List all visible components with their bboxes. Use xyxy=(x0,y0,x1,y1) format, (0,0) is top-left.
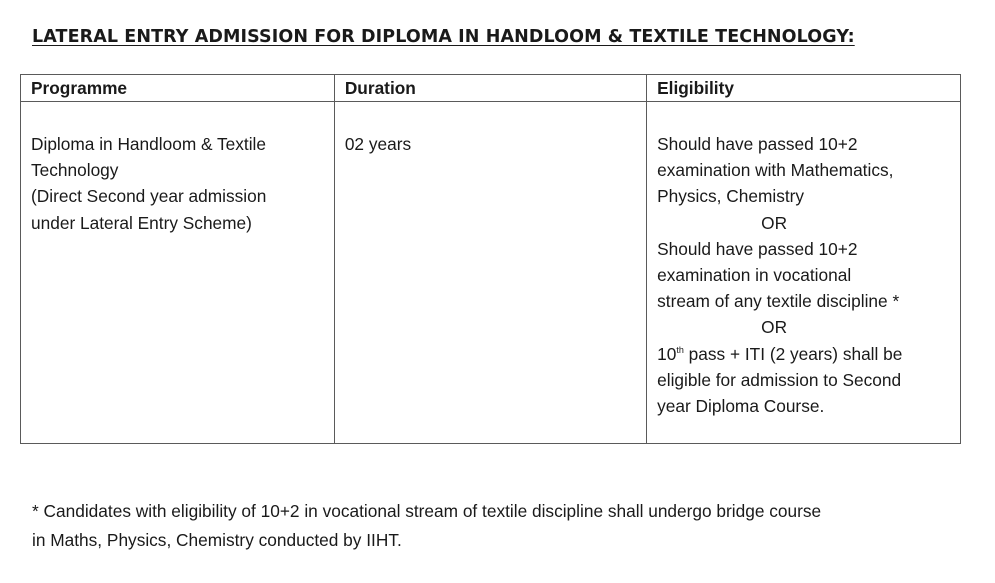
ordinal-number: 10 xyxy=(657,343,677,364)
ordinal-suffix: th xyxy=(676,344,684,355)
programme-line: Diploma in Handloom & Textile xyxy=(31,134,267,154)
or-separator: OR xyxy=(761,212,788,233)
footnote-line: * Candidates with eligibility of 10+2 in vocational stream of textile discipline shall undergo bridge course xyxy=(32,501,822,521)
programme-cell xyxy=(21,102,335,444)
table-row xyxy=(21,102,961,444)
eligibility-line: Should have passed 10+2 xyxy=(657,238,858,259)
footnote-line: in Maths, Physics, Chemistry conducted by IIHT. xyxy=(32,530,402,550)
eligibility-line: Should have passed 10+2 xyxy=(657,134,858,154)
eligibility-cell xyxy=(647,102,961,444)
eligibility-line: eligible for admission to Second xyxy=(657,369,902,390)
eligibility-line-iti xyxy=(657,341,950,367)
duration-value: 02 years xyxy=(344,134,412,154)
programme-line: under Lateral Entry Scheme) xyxy=(31,212,252,233)
eligibility-line: examination in vocational xyxy=(657,265,852,286)
footnote xyxy=(32,497,962,555)
programme-line: (Direct Second year admission xyxy=(31,186,267,207)
admission-table xyxy=(20,74,961,444)
or-separator: OR xyxy=(761,317,788,338)
header-eligibility: Eligibility xyxy=(647,75,961,102)
programme-line: Technology xyxy=(31,160,119,181)
header-duration: Duration xyxy=(334,75,646,102)
page-title: LATERAL ENTRY ADMISSION FOR DIPLOMA IN HANDLOOM & TEXTILE TECHNOLOGY: xyxy=(32,27,855,47)
eligibility-line: stream of any textile discipline * xyxy=(657,291,900,312)
eligibility-line: examination with Mathematics, xyxy=(657,160,894,181)
eligibility-text: pass + ITI (2 years) shall be xyxy=(683,343,903,364)
duration-cell xyxy=(334,102,646,444)
table-header-row xyxy=(21,75,961,102)
header-programme: Programme xyxy=(21,75,335,102)
eligibility-line: Physics, Chemistry xyxy=(657,186,805,207)
eligibility-line: year Diploma Course. xyxy=(657,396,825,417)
